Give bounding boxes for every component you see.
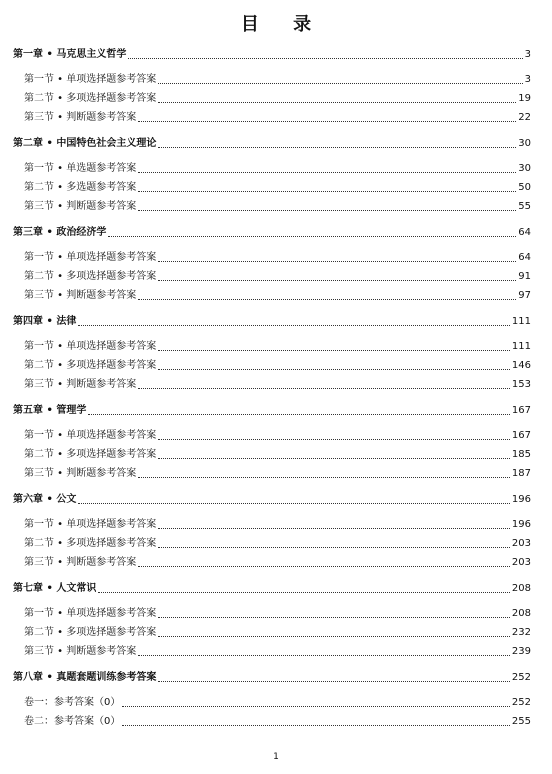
toc-chapter-entry[interactable]: [13, 669, 531, 684]
dot-leader: [78, 503, 510, 504]
toc-entry-label: 第五章 • 管理学: [13, 405, 87, 416]
toc-entry-label: 第一章 • 马克思主义哲学: [13, 49, 127, 60]
dot-leader: [88, 414, 510, 415]
toc-section-entry[interactable]: [24, 71, 531, 86]
dot-leader: [158, 350, 510, 351]
dot-leader: [158, 83, 522, 84]
toc-entry-page: 252: [511, 697, 531, 708]
toc-entry-page: 64: [518, 252, 531, 263]
toc-chapter-entry[interactable]: [13, 491, 531, 506]
toc-entry-page: 153: [511, 379, 531, 390]
dot-leader: [138, 655, 510, 656]
toc-entry-label: 第一节 • 单项选择题参考答案: [24, 608, 157, 619]
toc-section-entry[interactable]: [24, 694, 531, 709]
toc-entry-label: 第二节 • 多项选择题参考答案: [24, 271, 157, 282]
toc-section-entry[interactable]: [24, 446, 531, 461]
toc-entry-label: 第四章 • 法律: [13, 316, 77, 327]
toc-entry-label: 第二节 • 多选题参考答案: [24, 182, 137, 193]
toc-section-entry[interactable]: [24, 376, 531, 391]
toc-chapter-entry[interactable]: [13, 46, 531, 61]
toc-entry-label: 第三节 • 判断题参考答案: [24, 379, 137, 390]
toc-entry-label: 卷二：参考答案（0）: [24, 716, 121, 727]
toc-chapter-entry[interactable]: [13, 224, 531, 239]
toc-entry-label: 第二节 • 多项选择题参考答案: [24, 449, 157, 460]
dot-leader: [138, 191, 516, 192]
toc-entry-label: 第三节 • 判断题参考答案: [24, 112, 137, 123]
toc-entry-page: 167: [511, 430, 531, 441]
toc-section-entry[interactable]: [24, 109, 531, 124]
dot-leader: [98, 592, 510, 593]
toc-entry-page: 208: [511, 583, 531, 594]
dot-leader: [108, 236, 516, 237]
toc-section-entry[interactable]: [24, 465, 531, 480]
toc-entry-label: 第一节 • 单项选择题参考答案: [24, 430, 157, 441]
toc-section-entry[interactable]: [24, 249, 531, 264]
toc-entry-page: 196: [511, 519, 531, 530]
dot-leader: [158, 102, 516, 103]
toc-entry-label: 第三章 • 政治经济学: [13, 227, 107, 238]
toc-entry-page: 111: [511, 341, 531, 352]
toc-entry-label: 第二节 • 多项选择题参考答案: [24, 627, 157, 638]
dot-leader: [158, 439, 510, 440]
toc-section-entry[interactable]: [24, 268, 531, 283]
toc-section-entry[interactable]: [24, 427, 531, 442]
toc-entry-page: 30: [518, 138, 531, 149]
toc-entry-page: 64: [518, 227, 531, 238]
toc-entry-label: 第三节 • 判断题参考答案: [24, 201, 137, 212]
toc-entry-label: 第一节 • 单项选择题参考答案: [24, 74, 157, 85]
dot-leader: [158, 369, 510, 370]
toc-entry-label: 第八章 • 真题套题训练参考答案: [13, 672, 157, 683]
dot-leader: [138, 477, 510, 478]
toc-entry-page: 3: [524, 49, 531, 60]
toc-section-entry[interactable]: [24, 338, 531, 353]
toc-section-entry[interactable]: [24, 624, 531, 639]
dot-leader: [138, 566, 510, 567]
toc-section-entry[interactable]: [24, 179, 531, 194]
dot-leader: [158, 261, 516, 262]
toc-entry-label: 第一节 • 单项选择题参考答案: [24, 341, 157, 352]
toc-entry-label: 第一节 • 单项选择题参考答案: [24, 252, 157, 263]
toc-chapter-entry[interactable]: [13, 135, 531, 150]
toc-chapter-entry[interactable]: [13, 313, 531, 328]
toc-section-entry[interactable]: [24, 535, 531, 550]
toc-entry-page: 187: [511, 468, 531, 479]
toc-entry-label: 第二章 • 中国特色社会主义理论: [13, 138, 157, 149]
toc-entry-label: 第七章 • 人文常识: [13, 583, 97, 594]
page-title: 目 录: [240, 14, 326, 35]
toc-section-entry[interactable]: [24, 554, 531, 569]
dot-leader: [138, 210, 516, 211]
toc-section-entry[interactable]: [24, 713, 531, 728]
toc-chapter-entry[interactable]: [13, 580, 531, 595]
toc-entry-label: 第二节 • 多项选择题参考答案: [24, 360, 157, 371]
toc-entry-page: 91: [518, 271, 531, 282]
toc-entry-label: 第二节 • 多项选择题参考答案: [24, 538, 157, 549]
toc-entry-page: 203: [511, 557, 531, 568]
dot-leader: [158, 547, 510, 548]
toc-entry-page: 239: [511, 646, 531, 657]
dot-leader: [158, 458, 510, 459]
dot-leader: [158, 636, 510, 637]
dot-leader: [138, 121, 516, 122]
toc-entry-label: 第二节 • 多项选择题参考答案: [24, 93, 157, 104]
toc-entry-page: 22: [518, 112, 531, 123]
toc-entry-label: 第三节 • 判断题参考答案: [24, 290, 137, 301]
toc-section-entry[interactable]: [24, 160, 531, 175]
toc-section-entry[interactable]: [24, 605, 531, 620]
toc-entry-label: 第三节 • 判断题参考答案: [24, 557, 137, 568]
page-number: 1: [273, 752, 279, 762]
toc-chapter-entry[interactable]: [13, 402, 531, 417]
toc-entry-label: 第三节 • 判断题参考答案: [24, 646, 137, 657]
toc-entry-page: 3: [524, 74, 531, 85]
toc-section-entry[interactable]: [24, 198, 531, 213]
toc-entry-page: 167: [511, 405, 531, 416]
dot-leader: [158, 681, 510, 682]
dot-leader: [78, 325, 510, 326]
toc-section-entry[interactable]: [24, 357, 531, 372]
dot-leader: [122, 725, 510, 726]
dot-leader: [158, 147, 516, 148]
toc-entry-label: 第三节 • 判断题参考答案: [24, 468, 137, 479]
dot-leader: [158, 617, 510, 618]
toc-entry-page: 55: [518, 201, 531, 212]
toc-entry-page: 19: [518, 93, 531, 104]
dot-leader: [138, 299, 516, 300]
toc-entry-page: 232: [511, 627, 531, 638]
toc-entry-label: 第一节 • 单选题参考答案: [24, 163, 137, 174]
toc-entry-page: 203: [511, 538, 531, 549]
toc-section-entry[interactable]: [24, 90, 531, 105]
toc-entry-page: 208: [511, 608, 531, 619]
toc-section-entry[interactable]: [24, 643, 531, 658]
toc-entry-page: 255: [511, 716, 531, 727]
toc-entry-page: 146: [511, 360, 531, 371]
dot-leader: [158, 528, 510, 529]
toc-entry-page: 111: [511, 316, 531, 327]
dot-leader: [122, 706, 510, 707]
dot-leader: [158, 280, 516, 281]
toc-section-entry[interactable]: [24, 516, 531, 531]
toc-section-entry[interactable]: [24, 287, 531, 302]
toc-entry-label: 第六章 • 公文: [13, 494, 77, 505]
toc-entry-label: 卷一：参考答案（0）: [24, 697, 121, 708]
toc-entry-page: 252: [511, 672, 531, 683]
dot-leader: [128, 58, 522, 59]
dot-leader: [138, 172, 516, 173]
toc-entry-page: 50: [518, 182, 531, 193]
toc-entry-page: 97: [518, 290, 531, 301]
dot-leader: [138, 388, 510, 389]
toc-entry-page: 30: [518, 163, 531, 174]
toc-entry-label: 第一节 • 单项选择题参考答案: [24, 519, 157, 530]
toc-entry-page: 185: [511, 449, 531, 460]
toc-entry-page: 196: [511, 494, 531, 505]
